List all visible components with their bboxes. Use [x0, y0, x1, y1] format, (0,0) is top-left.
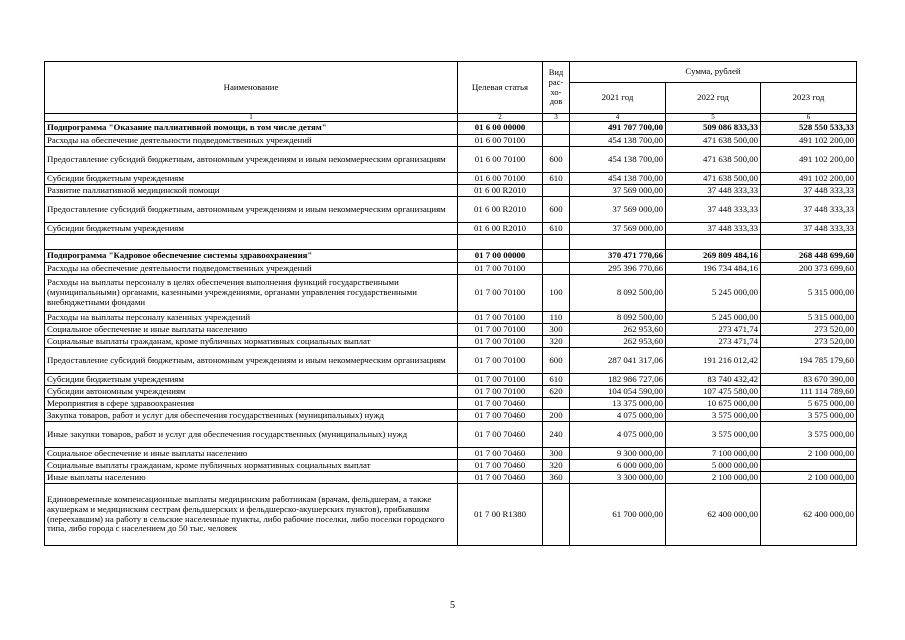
amount-2021: 6 000 000,00: [570, 460, 666, 472]
expense-type: [543, 135, 570, 147]
table-row: [45, 410, 857, 422]
expense-type: 320: [543, 460, 570, 472]
amount-2023: 3 575 000,00: [761, 410, 857, 422]
expense-type: 600: [543, 348, 570, 374]
expense-type: [543, 122, 570, 135]
amount-2022: 37 448 333,33: [666, 197, 761, 223]
amount-2023: 273 520,00: [761, 324, 857, 336]
row-name: Единовременные компенсационные выплаты медицинским работникам (врачам, фельдшерам, а также акушеркам и медицинским сестрам фельдшерских и фельдшерско-акушерских пунктов), прибывшим (переехавшим) на работу в сельские населенные пункты, либо рабочие поселки, либо поселки городского типа, либо города с населением до 50 тыс. человек: [45, 484, 458, 546]
expense-type: 620: [543, 386, 570, 398]
row-name: Предоставление субсидий бюджетным, автономным учреждениям и иным некоммерческим организациям: [45, 147, 458, 173]
amount-2023: 268 448 699,60: [761, 250, 857, 263]
amount-2021: 13 375 000,00: [570, 398, 666, 410]
table-row: [45, 312, 857, 324]
amount-2021: 287 041 317,06: [570, 348, 666, 374]
amount-2021: 262 953,60: [570, 324, 666, 336]
amount-2023: 2 100 000,00: [761, 448, 857, 460]
amount-2021: 37 569 000,00: [570, 197, 666, 223]
row-name: Социальное обеспечение и иные выплаты населению: [45, 324, 458, 336]
column-header-sum: Сумма, рублей: [570, 62, 857, 83]
target-article: 01 6 00 R2010: [458, 197, 543, 223]
target-article: 01 7 00 70460: [458, 448, 543, 460]
expense-type: 100: [543, 275, 570, 312]
amount-2022: 5 245 000,00: [666, 312, 761, 324]
row-name: Субсидии бюджетным учреждениям: [45, 374, 458, 386]
table-row: [45, 472, 857, 484]
target-article: 01 7 00 70100: [458, 312, 543, 324]
table-row: [45, 386, 857, 398]
expense-type: 600: [543, 197, 570, 223]
amount-2021: 3 300 000,00: [570, 472, 666, 484]
amount-2022: 509 086 833,33: [666, 122, 761, 135]
column-number: 5: [666, 114, 761, 122]
amount-2021: 4 075 000,00: [570, 410, 666, 422]
row-name: Иные выплаты населению: [45, 472, 458, 484]
amount-2021: 104 054 590,00: [570, 386, 666, 398]
target-article: 01 7 00 70100: [458, 263, 543, 275]
amount-2023: 2 100 000,00: [761, 472, 857, 484]
expense-type: 610: [543, 173, 570, 185]
column-header-2022: 2022 год: [666, 83, 761, 114]
target-article: [458, 235, 543, 250]
amount-2023: 111 114 789,60: [761, 386, 857, 398]
row-name: Подпрограмма "Оказание паллиативной помощи, в том числе детям": [45, 122, 458, 135]
amount-2021: 9 300 000,00: [570, 448, 666, 460]
amount-2022: 273 471,74: [666, 324, 761, 336]
target-article: 01 7 00 00000: [458, 250, 543, 263]
table-row: [45, 135, 857, 147]
amount-2023: 62 400 000,00: [761, 484, 857, 546]
row-name: Предоставление субсидий бюджетным, автономным учреждениям и иным некоммерческим организациям: [45, 197, 458, 223]
row-name: Субсидии бюджетным учреждениям: [45, 173, 458, 185]
target-article: 01 7 00 70460: [458, 472, 543, 484]
amount-2023: 200 373 699,60: [761, 263, 857, 275]
table-row: [45, 422, 857, 448]
target-article: 01 7 00 70460: [458, 460, 543, 472]
amount-2023: 491 102 200,00: [761, 173, 857, 185]
table-row: [45, 122, 857, 135]
page-number: 5: [450, 600, 455, 611]
row-name: Закупка товаров, работ и услуг для обеспечения государственных (муниципальных) нужд: [45, 410, 458, 422]
row-name: Подпрограмма "Кадровое обеспечение системы здравоохранения": [45, 250, 458, 263]
target-article: 01 6 00 R2010: [458, 223, 543, 235]
amount-2023: 37 448 333,33: [761, 197, 857, 223]
expense-type: 300: [543, 324, 570, 336]
row-name: [45, 235, 458, 250]
table-row: [45, 324, 857, 336]
amount-2023: 37 448 333,33: [761, 185, 857, 197]
row-name: Развитие паллиативной медицинской помощи: [45, 185, 458, 197]
column-header-name: Наименование: [45, 62, 458, 114]
row-name: Предоставление субсидий бюджетным, автономным учреждениям и иным некоммерческим организациям: [45, 348, 458, 374]
expense-type: 610: [543, 223, 570, 235]
row-name: Социальные выплаты гражданам, кроме публичных нормативных социальных выплат: [45, 460, 458, 472]
target-article: 01 7 00 70460: [458, 422, 543, 448]
amount-2022: 269 809 484,16: [666, 250, 761, 263]
amount-2021: 491 707 700,00: [570, 122, 666, 135]
expense-type: [543, 235, 570, 250]
column-number: 6: [761, 114, 857, 122]
amount-2023: 528 550 533,33: [761, 122, 857, 135]
row-name: Расходы на обеспечение деятельности подведомственных учреждений: [45, 263, 458, 275]
expense-type: [543, 398, 570, 410]
table-row: [45, 348, 857, 374]
amount-2021: 370 471 770,66: [570, 250, 666, 263]
amount-2021: 61 700 000,00: [570, 484, 666, 546]
target-article: 01 6 00 R2010: [458, 185, 543, 197]
target-article: 01 7 00 70100: [458, 386, 543, 398]
amount-2022: 5 245 000,00: [666, 275, 761, 312]
column-header-2023: 2023 год: [761, 83, 857, 114]
expense-type: 320: [543, 336, 570, 348]
amount-2022: 191 216 012,42: [666, 348, 761, 374]
target-article: 01 7 00 70100: [458, 336, 543, 348]
expense-type: [543, 185, 570, 197]
table-body: [45, 122, 857, 546]
amount-2023: 5 315 000,00: [761, 312, 857, 324]
table-row: [45, 223, 857, 235]
amount-2021: 454 138 700,00: [570, 173, 666, 185]
table-row: [45, 484, 857, 546]
amount-2022: 62 400 000,00: [666, 484, 761, 546]
column-number-row: [45, 114, 857, 122]
amount-2022: 196 734 484,16: [666, 263, 761, 275]
amount-2021: 37 569 000,00: [570, 185, 666, 197]
column-number: 4: [570, 114, 666, 122]
table-row: [45, 235, 857, 250]
target-article: 01 7 00 R1380: [458, 484, 543, 546]
amount-2021: 454 138 700,00: [570, 147, 666, 173]
amount-2022: 273 471,74: [666, 336, 761, 348]
table-row: [45, 374, 857, 386]
amount-2022: 7 100 000,00: [666, 448, 761, 460]
expense-type: [543, 263, 570, 275]
amount-2022: 10 675 000,00: [666, 398, 761, 410]
expense-type: [543, 250, 570, 263]
column-header-2021: 2021 год: [570, 83, 666, 114]
amount-2023: 37 448 333,33: [761, 223, 857, 235]
amount-2022: 5 000 000,00: [666, 460, 761, 472]
table-row: [45, 250, 857, 263]
target-article: 01 6 00 00000: [458, 122, 543, 135]
amount-2023: [761, 460, 857, 472]
row-name: Иные закупки товаров, работ и услуг для обеспечения государственных (муниципальных) нужд: [45, 422, 458, 448]
amount-2023: 5 675 000,00: [761, 398, 857, 410]
amount-2023: [761, 235, 857, 250]
column-header-vid: Вид рас-хо-дов: [543, 62, 570, 114]
target-article: 01 7 00 70100: [458, 374, 543, 386]
target-article: 01 7 00 70100: [458, 324, 543, 336]
table-row: [45, 185, 857, 197]
table-row: [45, 275, 857, 312]
table-row: [45, 263, 857, 275]
table-row: [45, 448, 857, 460]
amount-2021: 4 075 000,00: [570, 422, 666, 448]
column-number: 2: [458, 114, 543, 122]
amount-2021: 295 396 770,66: [570, 263, 666, 275]
target-article: 01 7 00 70100: [458, 275, 543, 312]
target-article: 01 6 00 70100: [458, 135, 543, 147]
target-article: 01 6 00 70100: [458, 147, 543, 173]
row-name: Расходы на обеспечение деятельности подведомственных учреждений: [45, 135, 458, 147]
amount-2022: 3 575 000,00: [666, 422, 761, 448]
amount-2022: 37 448 333,33: [666, 223, 761, 235]
amount-2021: [570, 235, 666, 250]
row-name: Субсидии автономным учреждениям: [45, 386, 458, 398]
amount-2022: 83 740 432,42: [666, 374, 761, 386]
target-article: 01 7 00 70460: [458, 398, 543, 410]
row-name: Расходы на выплаты персоналу в целях обеспечения выполнения функций государственными (муниципальными) органами, казенными учреждениями, органами управления государственными внебюджетными фондами: [45, 275, 458, 312]
amount-2021: 8 092 500,00: [570, 312, 666, 324]
table-row: [45, 398, 857, 410]
amount-2021: 182 986 727,06: [570, 374, 666, 386]
expense-type: 610: [543, 374, 570, 386]
expense-type: 110: [543, 312, 570, 324]
amount-2023: 273 520,00: [761, 336, 857, 348]
table-row: [45, 147, 857, 173]
expense-type: [543, 484, 570, 546]
expense-type: 360: [543, 472, 570, 484]
target-article: 01 7 00 70100: [458, 348, 543, 374]
expense-type: 200: [543, 410, 570, 422]
table-row: [45, 460, 857, 472]
amount-2022: 107 475 580,00: [666, 386, 761, 398]
column-header-target: Целевая статья: [458, 62, 543, 114]
amount-2021: 262 953,60: [570, 336, 666, 348]
amount-2022: 3 575 000,00: [666, 410, 761, 422]
expense-type: 240: [543, 422, 570, 448]
target-article: 01 7 00 70460: [458, 410, 543, 422]
amount-2023: 491 102 200,00: [761, 147, 857, 173]
column-number: 3: [543, 114, 570, 122]
amount-2023: 5 315 000,00: [761, 275, 857, 312]
amount-2021: 454 138 700,00: [570, 135, 666, 147]
row-name: Мероприятия в сфере здравоохранения: [45, 398, 458, 410]
row-name: Субсидии бюджетным учреждениям: [45, 223, 458, 235]
amount-2023: 194 785 179,60: [761, 348, 857, 374]
amount-2021: 8 092 500,00: [570, 275, 666, 312]
expense-type: 600: [543, 147, 570, 173]
column-number: 1: [45, 114, 458, 122]
row-name: Социальные выплаты гражданам, кроме публичных нормативных социальных выплат: [45, 336, 458, 348]
amount-2022: [666, 235, 761, 250]
amount-2022: 2 100 000,00: [666, 472, 761, 484]
table-row: [45, 173, 857, 185]
amount-2022: 37 448 333,33: [666, 185, 761, 197]
row-name: Социальное обеспечение и иные выплаты населению: [45, 448, 458, 460]
table-row: [45, 336, 857, 348]
amount-2021: 37 569 000,00: [570, 223, 666, 235]
amount-2023: 83 670 390,00: [761, 374, 857, 386]
amount-2023: 3 575 000,00: [761, 422, 857, 448]
amount-2023: 491 102 200,00: [761, 135, 857, 147]
table-row: [45, 197, 857, 223]
amount-2022: 471 638 500,00: [666, 173, 761, 185]
amount-2022: 471 638 500,00: [666, 147, 761, 173]
row-name: Расходы на выплаты персоналу казенных учреждений: [45, 312, 458, 324]
expense-type: 300: [543, 448, 570, 460]
amount-2022: 471 638 500,00: [666, 135, 761, 147]
budget-table: [44, 61, 857, 546]
target-article: 01 6 00 70100: [458, 173, 543, 185]
